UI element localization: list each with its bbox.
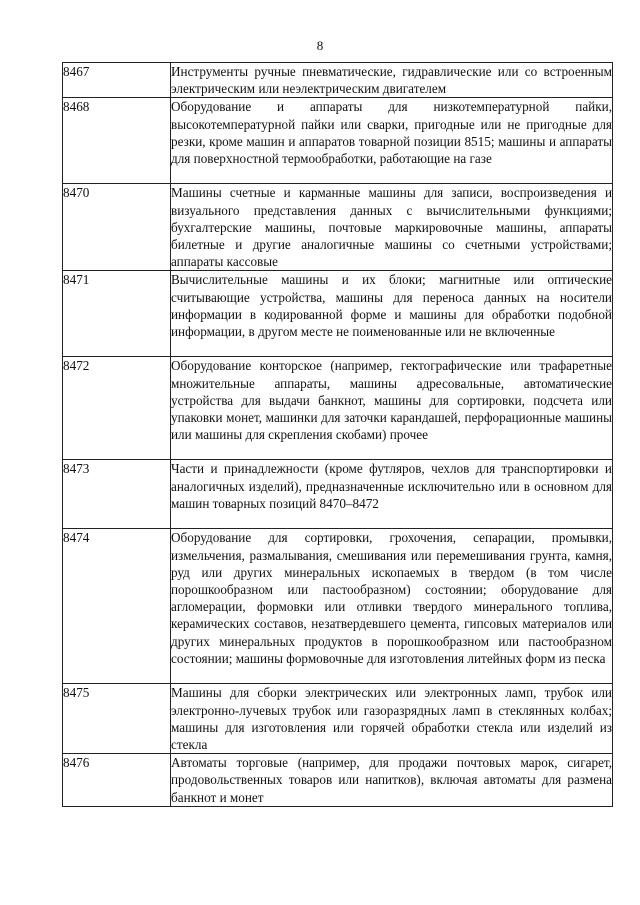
description-cell: Оборудование и аппараты для низкотемпературной пайки, высокотемпературной пайки или сварки, пригодные или не пригодные для резки, кроме машин и аппаратов товарной позиции 8515; машины и аппараты для поверхностной термообработки, работающие на газе bbox=[171, 98, 613, 184]
table-row bbox=[63, 684, 613, 754]
table-row bbox=[63, 754, 613, 807]
table-row bbox=[63, 271, 613, 357]
code-cell: 8468 bbox=[63, 98, 171, 184]
description-cell: Инструменты ручные пневматические, гидравлические или со встроенным электрическим или неэлектрическим двигателем bbox=[171, 64, 612, 97]
description-cell: Вычислительные машины и их блоки; магнитные или оптические считывающие устройства, машины для переноса данных на носители информации в кодированной форме и машины для обработки подобной информации, в другом месте не поименованные или не включенные bbox=[171, 271, 613, 357]
code-cell: 8470 bbox=[63, 184, 171, 271]
code-cell: 8476 bbox=[63, 754, 171, 807]
description-cell: Машины для сборки электрических или электронных ламп, трубок или электронно-лучевых трубок или газоразрядных ламп в стеклянных колбах; машины для изготовления или горячей обработки стекла или изделий из стекла bbox=[171, 685, 612, 753]
description-cell: Машины счетные и карманные машины для записи, воспроизведения и визуального представления данных с вычислительными функциями; бухгалтерские машины, почтовые маркировочные машины, аппараты билетные и другие аналогичные машины со счетными устройствами; аппараты кассовые bbox=[171, 185, 612, 270]
table-row bbox=[63, 529, 613, 684]
code-cell: 8475 bbox=[63, 684, 171, 754]
description-cell: Автоматы торговые (например, для продажи почтовых марок, сигарет, продовольственных товаров или напитков), включая автоматы для размена банкнот и монет bbox=[171, 755, 612, 805]
code-cell: 8472 bbox=[63, 357, 171, 460]
code-cell: 8471 bbox=[63, 271, 171, 357]
code-cell: 8467 bbox=[63, 63, 171, 98]
table-row bbox=[63, 357, 613, 460]
description-cell: Части и принадлежности (кроме футляров, чехлов для транспортировки и аналогичных изделий), предназначенные исключительно или в основном для машин товарных позиций 8470–8472 bbox=[171, 460, 613, 529]
table-row bbox=[63, 184, 613, 271]
table-row bbox=[63, 460, 613, 529]
code-cell: 8473 bbox=[63, 460, 171, 529]
description-cell: Оборудование конторское (например, гектографические или трафаретные множительные аппараты, машины адресовальные, автоматические устройства для выдачи банкнот, машины для сортировки, подсчета или упаковки монет, машинки для заточки карандашей, перфорационные машины или машины для скрепления скобами) прочее bbox=[171, 357, 613, 460]
code-cell: 8474 bbox=[63, 529, 171, 684]
page-number: 8 bbox=[316, 38, 324, 53]
table-row bbox=[63, 98, 613, 184]
table-row bbox=[63, 63, 613, 98]
description-cell: Оборудование для сортировки, грохочения, сепарации, промывки, измельчения, размалывания, смешивания или перемешивания грунта, камня, руд или других минеральных ископаемых в твердом (в том числе порошкообразном или пастообразном) состоянии; оборудование для агломерации, формовки или отливки твердого минерального топлива, керамических составов, незатвердевшего цемента, гипсовых материалов или других минеральных продуктов в порошкообразном или пастообразном состоянии; машины формовочные для изготовления литейных форм из песка bbox=[171, 529, 613, 684]
codes-table bbox=[62, 62, 613, 807]
